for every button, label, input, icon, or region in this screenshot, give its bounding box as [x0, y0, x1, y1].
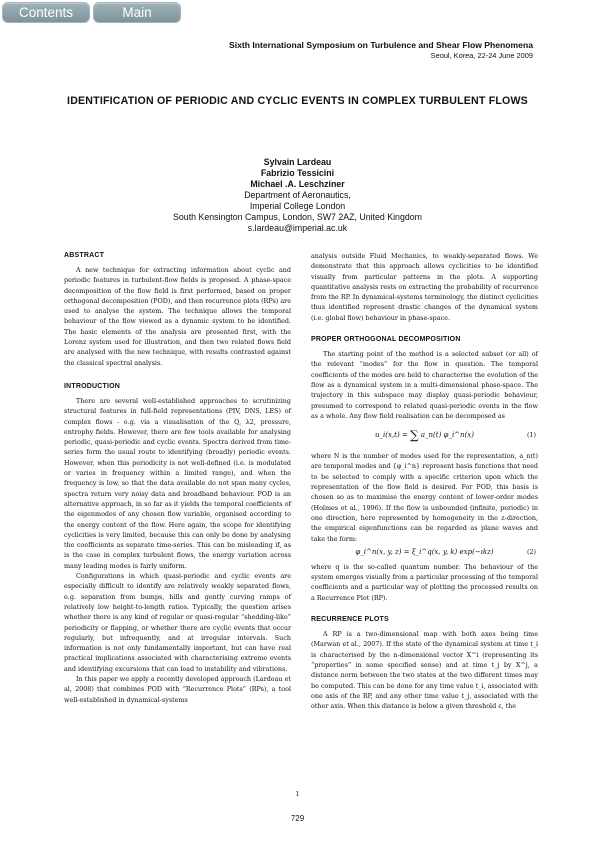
contents-tab[interactable]: Contents [2, 2, 90, 23]
department: Department of Aeronautics, [244, 190, 351, 200]
rp-paragraph-1: A RP is a two-dimensional map with both axes being time (Marwan et al., 2007). If the state of the dynamical system at time t_i is characterised by the n-dimensional vector X^i (representing its “properties” in some specified sense) and at time t_j by X^j, a distance norm between the two states at the two different times may be computed. This can be done for any time value t_i, associated with one axis of the RP, and any other time value t_j, associated with the other axis. When this distance is below a given threshold ε, the [311, 630, 538, 711]
pod-paragraph-3: where q is the so-called quantum number. The behaviour of the system emerges visually from a particular processing of the temporal coefficients and a particular way of plotting the processed results on a Recurrence Plot (RP). [311, 562, 538, 602]
author-1: Sylvain Lardeau [263, 157, 332, 167]
sum-symbol: ∑ [410, 428, 419, 443]
pod-paragraph-2: where N is the number of modes used for the representation, a_n(t) are temporal modes and {φ_i^n} represent basis functions that need to be selected to comply with a specific criterion upon which the representation of the flow field is desired. For POD, this basis is chosen so as to maximise the energy content of lower-order modes (Holmes et al., 1996). If the flow is unbounded (infinite, periodic) in one direction, here represented by homogeneity in the z-direction, the empirical eigenfunctions can be regarded as plane waves and take the form: [311, 452, 538, 543]
author-block [60, 157, 535, 234]
intro-continuation: analysis outside Fluid Mechanics, to weakly-separated flows. We demonstrate that this approach allows cyclicities to be identified visually from particular patterns in the plots. A supporting quantitative analysis rests on extracting the probability of recurrence from the RP. In dynamical-systems terminology, the distinct cyclicities thus identified represent drastic changes of the dynamical system (i.e. global flow) behaviour in phase-space. [311, 252, 538, 322]
eq2-body: φ_i^n(x, y, z) = ξ_i^q(x, y, k) exp(−ıkz) [355, 547, 494, 556]
author-2: Fabrizio Tessicini [260, 168, 335, 178]
navigation-tabs [2, 2, 177, 22]
author-3: Michael .A. Leschziner [250, 179, 345, 189]
abstract-heading: ABSTRACT [64, 252, 105, 259]
intro-paragraph-1: There are several well-established approaches to scrutinizing structural features in full-field representations (PIV, DNS, LES) of complex flows - e.g. via a visualisation of the Q, λ2, pressure, entrophy fields. However, there are few tools available for analysing periodic, quasi-periodic and cyclic events. Spectra derived from time-series form the usual route to identifying (broadly) periodic events. However, when this periodicity is not well-defined (i.e. is modulated or varies in frequency within a limited range), and when the frequency is low, so that the data available do not span many cycles, spectra return very noisy data and broadband behaviour. POD is an alternative approach, in so far as it yields the temporal coefficients of the eigenmodes of any chosen flow variable, organised according to the energy content of the flow. Here again, the scope for identifying cyclicities is very limited, because this can only be done by analysing the coefficients as separate time-series. This can be misleading if, as is the case in complex turbulent flows, the energy variation across many leading modes is fairly uniform. [64, 396, 291, 570]
main-tab[interactable]: Main [93, 2, 181, 23]
page-number: 729 [290, 814, 305, 823]
pod-heading: PROPER ORTHOGONAL DECOMPOSITION [311, 336, 461, 344]
conference-place: Seoul, Korea, 22-24 June 2009 [430, 51, 533, 60]
college: Imperial College London [249, 201, 346, 211]
eq1-number: (1) [526, 431, 536, 440]
conference-name: Sixth International Symposium on Turbulence and Shear Flow Phenomena [228, 40, 533, 50]
paper-title: IDENTIFICATION OF PERIODIC AND CYCLIC EVENTS IN COMPLEX TURBULENT FLOWS [67, 95, 528, 107]
introduction-heading: INTRODUCTION [64, 382, 121, 390]
eq1-rhs: a_n(t) φ_i^n(x) [420, 431, 474, 440]
equation-2 [311, 546, 538, 558]
rp-heading: RECURRENCE PLOTS [311, 616, 389, 624]
abstract-text: A new technique for extracting information about cyclic and periodic features in turbulent-flow fields is proposed. A phase-space decomposition of the flow field is first performed, based on proper orthogonal decomposition (POD), and then recurrence plots (RPs) are used to analyse the system. The technique allows the temporal behaviour of the flow viewed as a dynamic system to be identified. The basic elements of the analysis are presented first, with the Lorenz system used for illustration, and then two related flows field are analysed with the new technique, with results contrasted against the classical spectral analysis. [64, 266, 291, 367]
conference-header [229, 40, 533, 60]
right-column [311, 251, 538, 711]
equation-1 [311, 425, 538, 445]
eq2-number: (2) [526, 547, 536, 556]
left-column [64, 251, 291, 705]
eq1-lhs: u_i(x,t) = [375, 431, 408, 440]
intro-paragraph-2: Configurations in which quasi-periodic and cyclic events are especially difficult to identify are relatively weakly separated flows, e.g. separation from bumps, hills and gently curving ramps of relatively low height-to-length ratios. Typically, the question arises whether there is any kind of regular or quasi-regular “shedding-like” periodicity or flapping, or whether there are cyclic events that occur regularly, but infrequently, and at irregular intervals. Such information is not only fundamentally important, but can have real practical implications associated with characterising extreme events and identifying excursions that can lead to instability and vibrations. [64, 572, 291, 673]
footnote-number: 1 [295, 790, 300, 798]
pod-paragraph-1: The starting point of the method is a selected subset (or all) of the relevant “modes” for the flow in question. The temporal coefficients of the modes are held to characterise the evolution of the flow as a dynamical system in a multi-dimensional phase-space. The trajectory in this subspace may display quasi-periodic behaviour, presumed to correspond to related quasi-periodic events in the flow as a whole. Any flow field realisation can be decomposed as [311, 350, 538, 420]
intro-paragraph-3: In this paper we apply a recently developed approach (Lardeau et al, 2008) that combines POD with “Recurrence Plots” (RPs), a tool well-established in dynamical-systems [64, 674, 291, 704]
email: s.lardeau@imperial.ac.uk [247, 223, 348, 233]
address: South Kensington Campus, London, SW7 2AZ, United Kingdom [173, 212, 422, 222]
